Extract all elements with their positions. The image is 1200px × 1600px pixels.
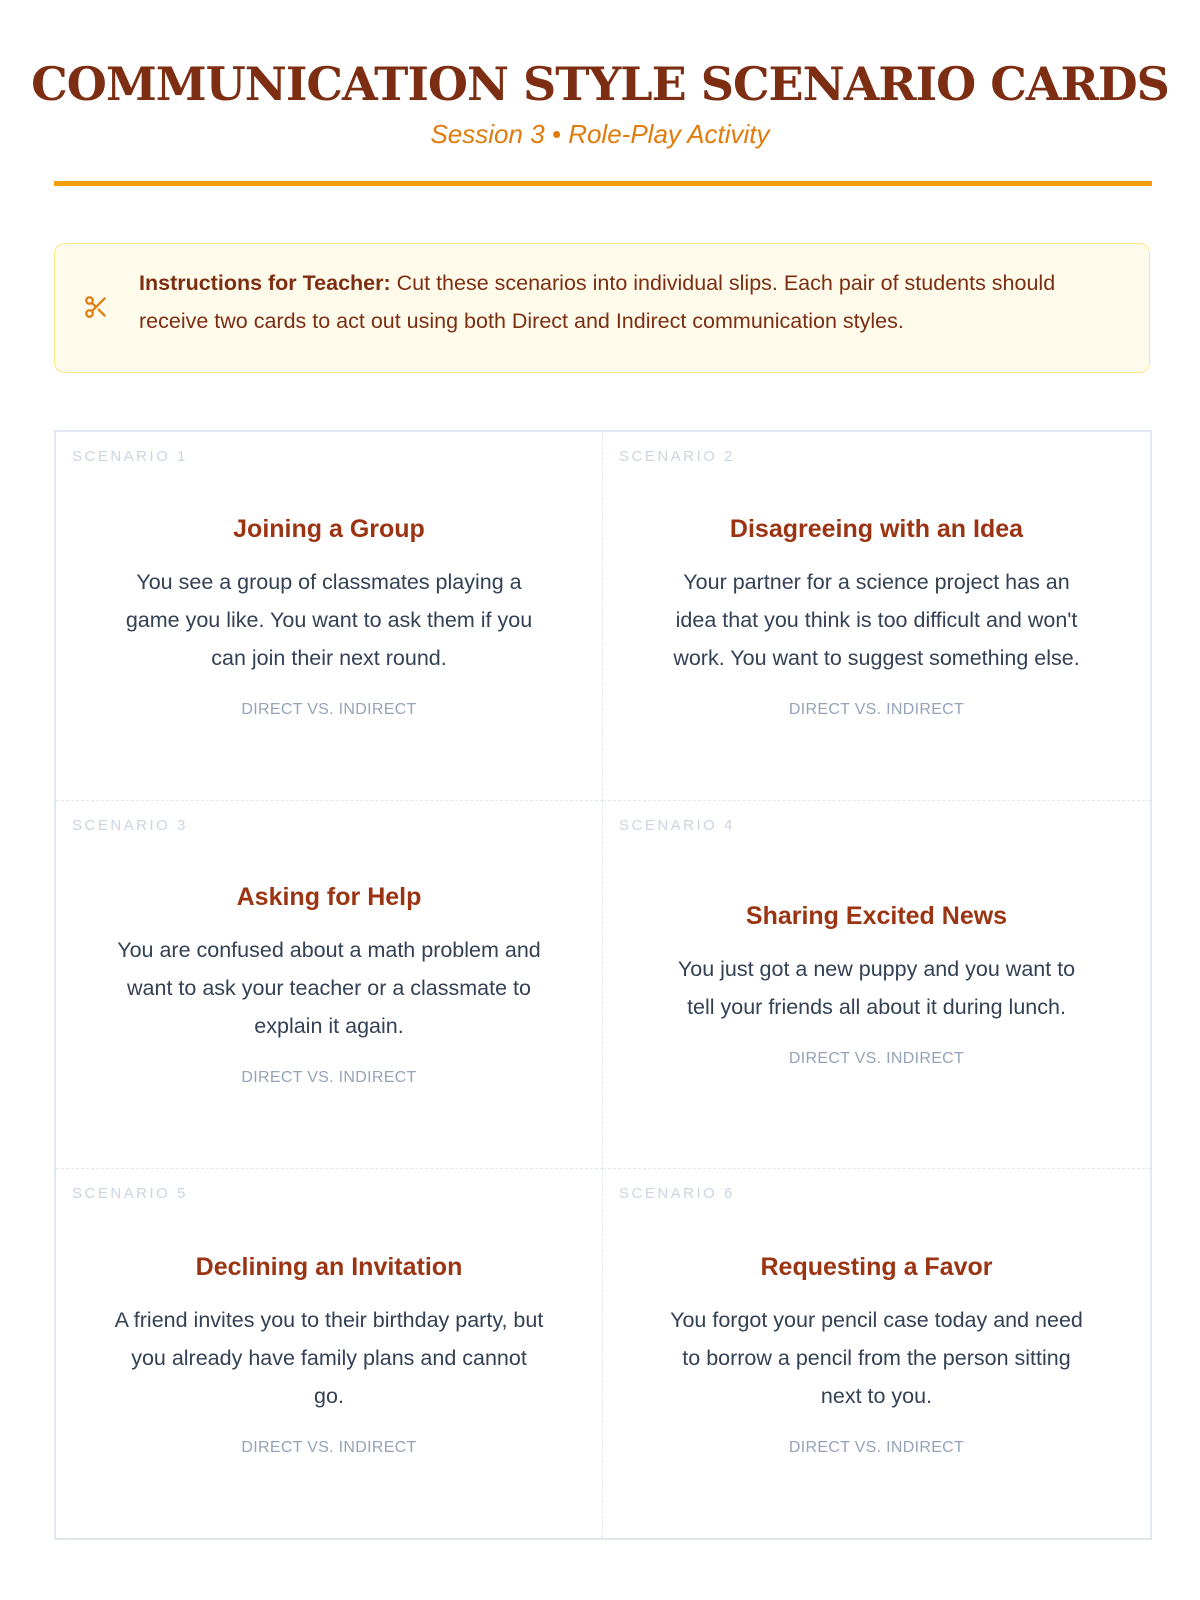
scissors-icon: [83, 294, 109, 320]
scenario-description: A friend invites you to their birthday party, but you already have family plans and cannot go.: [114, 1307, 544, 1408]
scenario-tag: DIRECT VS. INDIRECT: [241, 1438, 417, 1456]
scenario-description: You just got a new puppy and you want to tell your friends all about it during lunch.: [677, 957, 1076, 1020]
scenario-description: You forgot your pencil case today and need to borrow a pencil from the person sitting next to you.: [670, 1307, 1083, 1408]
scenario-card: [56, 1169, 603, 1538]
instructions-body: Cut these scenarios into individual slips. Each pair of students should receive two cards to act out using both Direct and Indirect communication styles.: [139, 271, 1056, 333]
scenario-number: SCENARIO 5: [72, 1185, 188, 1203]
scenario-tag: DIRECT VS. INDIRECT: [788, 1050, 965, 1068]
scenario-title: Asking for Help: [236, 883, 422, 912]
scenario-tag: DIRECT VS. INDIRECT: [788, 1438, 965, 1456]
page-subtitle: Session 3 • Role-Play Activity: [430, 119, 770, 149]
scenario-number: SCENARIO 6: [619, 1185, 735, 1203]
scenario-card: [603, 1169, 1150, 1538]
scenario-number: SCENARIO 1: [72, 448, 188, 465]
scenario-card-grid: [54, 430, 1152, 1540]
scenario-tag: DIRECT VS. INDIRECT: [241, 700, 417, 718]
scenario-title: Sharing Excited News: [745, 902, 1008, 931]
scenario-card: [603, 432, 1150, 801]
scenario-tag: DIRECT VS. INDIRECT: [241, 1069, 417, 1087]
scenario-description: You see a group of classmates playing a game you like. You want to ask them if you can join their next round.: [125, 569, 533, 670]
scenario-title: Requesting a Favor: [760, 1252, 993, 1281]
scenario-card: [603, 801, 1150, 1170]
scenario-title: Joining a Group: [233, 514, 425, 543]
scenario-title: Declining an Invitation: [195, 1252, 463, 1281]
scenario-card: [56, 432, 603, 801]
page-title: COMMUNICATION STYLE SCENARIO CARDS: [31, 57, 1169, 111]
header-divider: [54, 181, 1152, 186]
instructions-label: Instructions for Teacher:: [139, 271, 391, 295]
scenario-description: Your partner for a science project has an idea that you think is too difficult and won't work. You want to suggest something else.: [673, 569, 1080, 670]
scenario-description: You are confused about a math problem and want to ask your teacher or a classmate to explain it again.: [117, 938, 541, 1039]
scenario-card: [56, 801, 603, 1170]
scenario-title: Disagreeing with an Idea: [729, 514, 1024, 543]
scenario-number: SCENARIO 3: [72, 816, 188, 834]
scenario-number: SCENARIO 4: [619, 816, 735, 834]
scenario-tag: DIRECT VS. INDIRECT: [788, 700, 965, 718]
teacher-instructions-box: [54, 243, 1150, 373]
scenario-number: SCENARIO 2: [619, 448, 735, 465]
instructions-text: [139, 264, 1099, 340]
